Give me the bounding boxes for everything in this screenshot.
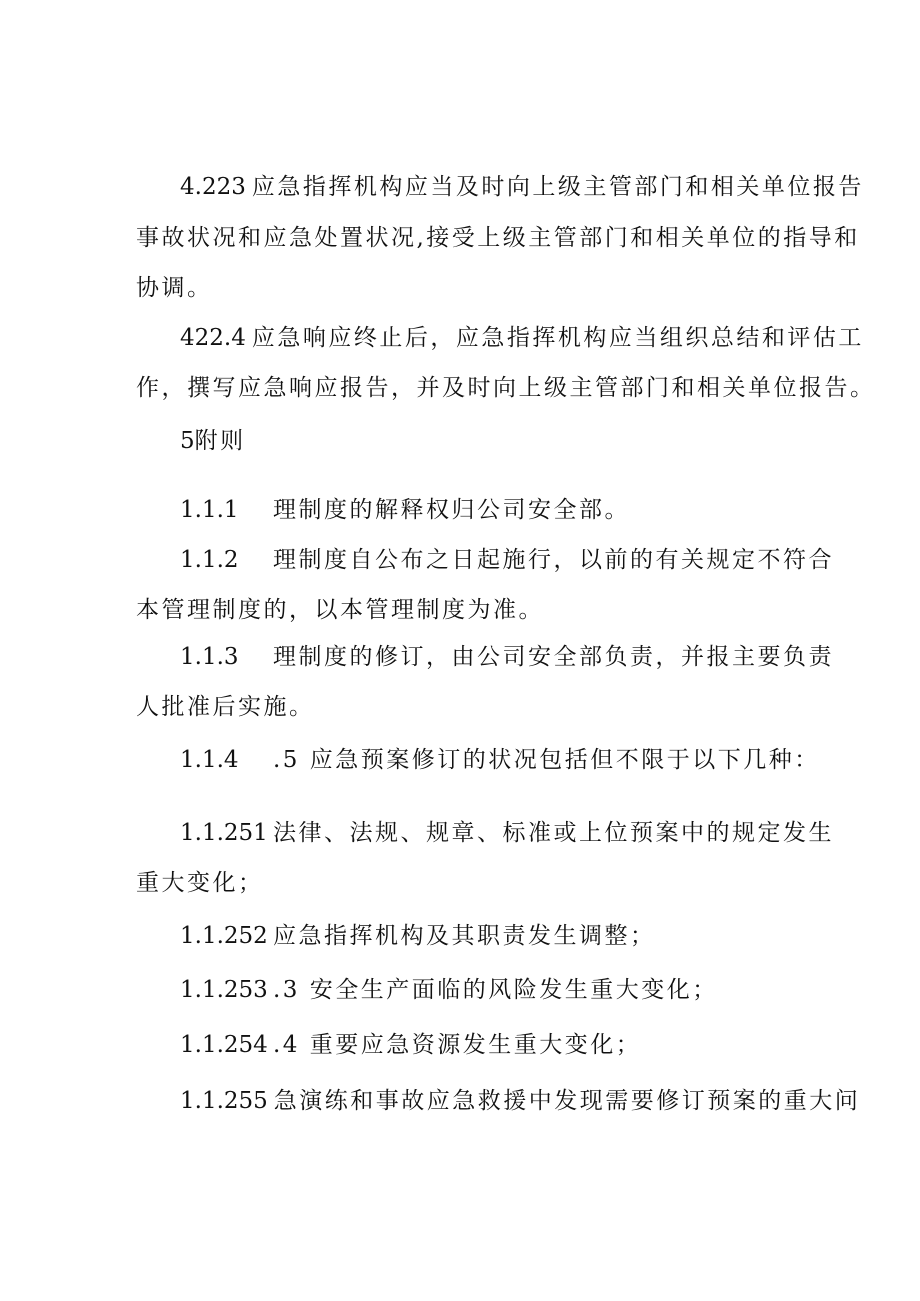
clause-text: 重大变化；	[136, 870, 264, 896]
clause-1-1-3-line-2	[136, 691, 315, 723]
paragraph-number: 4.223	[180, 174, 246, 200]
paragraph-text: 应急响应终止后，应急指挥机构应当组织总结和评估工	[251, 325, 864, 351]
clause-number: 1.1.1	[180, 497, 239, 523]
paragraph-number: 422.4	[180, 325, 246, 351]
clause-text: 理制度的修订，由公司安全部负责，并报主要负责	[273, 644, 834, 670]
clause-number: 1.1.255	[180, 1088, 268, 1114]
clause-text: .4 重要应急资源发生重大变化；	[273, 1032, 642, 1058]
clause-1-1-2-line-2	[136, 594, 544, 626]
paragraph-4-223-line-1	[180, 171, 864, 203]
clause-text: .3 安全生产面临的风险发生重大变化；	[273, 977, 718, 1003]
clause-1-1-252	[180, 920, 656, 952]
section-number: 5	[180, 428, 195, 454]
paragraph-422-4-line-2	[136, 372, 876, 404]
paragraph-text: 事故状况和应急处置状况,接受上级主管部门和相关单位的指导和	[136, 225, 860, 251]
paragraph-422-4-line-1	[180, 322, 864, 354]
paragraph-4-223-line-3	[136, 272, 213, 304]
clause-number: 1.1.3	[180, 644, 239, 670]
clause-number: 1.1.254	[180, 1032, 268, 1058]
clause-1-1-4	[180, 744, 820, 776]
section-title: 附则	[194, 428, 246, 454]
clause-1-1-3-line-1	[180, 641, 834, 673]
clause-text: 应急指挥机构及其职责发生调整；	[273, 923, 656, 949]
clause-text: .5 应急预案修订的状况包括但不限于以下几种：	[273, 747, 820, 773]
clause-text: 本管理制度的，以本管理制度为准。	[136, 597, 544, 623]
clause-1-1-253	[180, 974, 718, 1006]
clause-text: 法律、法规、规章、标准或上位预案中的规定发生	[273, 820, 834, 846]
clause-number: 1.1.2	[180, 547, 239, 573]
paragraph-text: 应急指挥机构应当及时向上级主管部门和相关单位报告	[251, 174, 864, 200]
clause-1-1-1	[180, 494, 630, 526]
clause-text: 急演练和事故应急救援中发现需要修订预案的重大问	[273, 1088, 861, 1114]
paragraph-text: 作，撰写应急响应报告，并及时向上级主管部门和相关单位报告。	[136, 375, 876, 401]
clause-text: 理制度的解释权归公司安全部。	[273, 497, 630, 523]
clause-text: 人批准后实施。	[136, 694, 315, 720]
clause-1-1-255	[180, 1085, 860, 1117]
paragraph-4-223-line-2	[136, 222, 860, 254]
clause-text: 理制度自公布之日起施行，以前的有关规定不符合	[273, 547, 834, 573]
section-heading-5	[180, 425, 246, 457]
clause-number: 1.1.4	[180, 747, 239, 773]
clause-1-1-2-line-1	[180, 544, 834, 576]
clause-number: 1.1.253	[180, 977, 268, 1003]
clause-1-1-251-line-1	[180, 817, 834, 849]
paragraph-text: 协调。	[136, 275, 213, 301]
clause-number: 1.1.252	[180, 923, 268, 949]
clause-1-1-254	[180, 1029, 641, 1061]
clause-1-1-251-line-2	[136, 867, 264, 899]
clause-number: 1.1.251	[180, 820, 268, 846]
